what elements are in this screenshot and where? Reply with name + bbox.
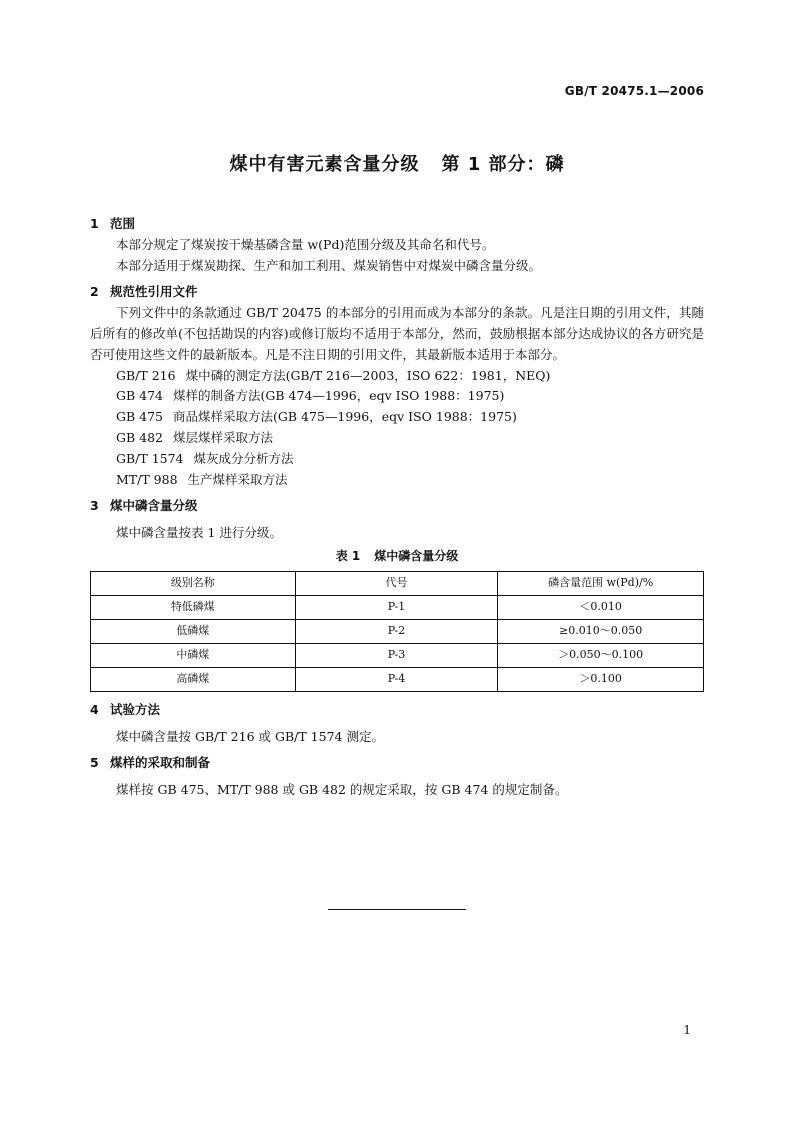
table-cell: 特低磷煤 [91, 595, 296, 619]
reference-code: GB 475 [116, 409, 164, 425]
document-body [90, 214, 704, 801]
table-cell: P-2 [295, 619, 498, 643]
reference-item [90, 386, 704, 407]
table-caption: 表 1 煤中磷含量分级 [335, 548, 459, 563]
section-heading: 3 煤中磷含量分级 [90, 498, 198, 514]
reference-title: 煤中磷的测定方法(GB/T 216—2003，ISO 622：1981，NEQ) [185, 367, 551, 383]
reference-item [90, 428, 704, 449]
reference-title: 商品煤样采取方法(GB 475—1996，eqv ISO 1988：1975) [173, 409, 517, 425]
page-number: 1 [683, 1023, 691, 1037]
table-cell: 高磷煤 [91, 667, 296, 691]
column-header: 代号 [295, 571, 498, 595]
reference-code: MT/T 988 [116, 471, 178, 487]
table-cell: P-3 [295, 643, 498, 667]
reference-item [90, 470, 704, 491]
document-title [0, 150, 794, 176]
reference-code: GB 474 [116, 388, 164, 404]
title-part: 第 1 部分：磷 [441, 154, 565, 175]
paragraph: 煤样按 GB 475、MT/T 988 或 GB 482 的规定采取，按 GB 474 的规定制备。 [116, 782, 568, 798]
table-cell: ＞0.050～0.100 [498, 643, 704, 667]
reference-title: 煤灰成分分析方法 [193, 450, 294, 466]
section-test-method [90, 700, 704, 748]
column-header: 级别名称 [91, 571, 296, 595]
section-heading: 4 试验方法 [90, 701, 161, 717]
section-heading: 2 规范性引用文件 [90, 284, 198, 300]
column-header: 磷含量范围 w(Pd)/% [498, 571, 704, 595]
end-rule [328, 909, 466, 910]
table-cell: ＞0.100 [498, 667, 704, 691]
reference-item [90, 449, 704, 470]
phosphorus-grade-table [90, 571, 704, 692]
section-classification [90, 496, 704, 691]
table-cell: P-4 [295, 667, 498, 691]
reference-item [90, 407, 704, 428]
section-normative-references [90, 282, 704, 490]
section-sampling [90, 753, 704, 801]
reference-item [90, 366, 704, 387]
paragraph: 下列文件中的条款通过 GB/T 20475 的本部分的引用而成为本部分的条款。凡是注日期的引用文件，其随后所有的修改单(不包括勘误的内容)或修订版均不适用于本部分，然而，鼓励根据本部分达成协议的各方研究是否可使用这些文件的最新版本。凡是不注日期的引用文件，其最新版本适用于本部分。 [90, 305, 704, 362]
reference-title: 生产煤样采取方法 [187, 471, 288, 487]
table-cell: 低磷煤 [91, 619, 296, 643]
table-cell: P-1 [295, 595, 498, 619]
table-row [91, 595, 704, 619]
section-scope [90, 214, 704, 276]
section-heading: 5 煤样的采取和制备 [90, 755, 211, 771]
table-cell: ＜0.010 [498, 595, 704, 619]
reference-code: GB/T 216 [116, 367, 176, 383]
table-header-row [91, 571, 704, 595]
title-main: 煤中有害元素含量分级 [229, 154, 420, 175]
reference-title: 煤样的制备方法(GB 474—1996，eqv ISO 1988：1975) [173, 388, 505, 404]
paragraph: 煤中磷含量按表 1 进行分级。 [116, 525, 282, 541]
paragraph: 煤中磷含量按 GB/T 216 或 GB/T 1574 测定。 [116, 728, 384, 744]
paragraph: 本部分适用于煤炭勘探、生产和加工利用、煤炭销售中对煤炭中磷含量分级。 [116, 257, 542, 273]
table-cell: 中磷煤 [91, 643, 296, 667]
section-heading: 1 范围 [90, 216, 136, 231]
reference-title: 煤层煤样采取方法 [173, 429, 274, 445]
table-row [91, 619, 704, 643]
standard-code: GB/T 20475.1—2006 [564, 84, 704, 98]
table-row [91, 643, 704, 667]
table-cell: ≥0.010～0.050 [498, 619, 704, 643]
reference-code: GB/T 1574 [116, 450, 184, 466]
table-row [91, 667, 704, 691]
paragraph: 本部分规定了煤炭按干燥基磷含量 w(Pd)范围分级及其命名和代号。 [116, 236, 495, 252]
reference-code: GB 482 [116, 429, 164, 445]
